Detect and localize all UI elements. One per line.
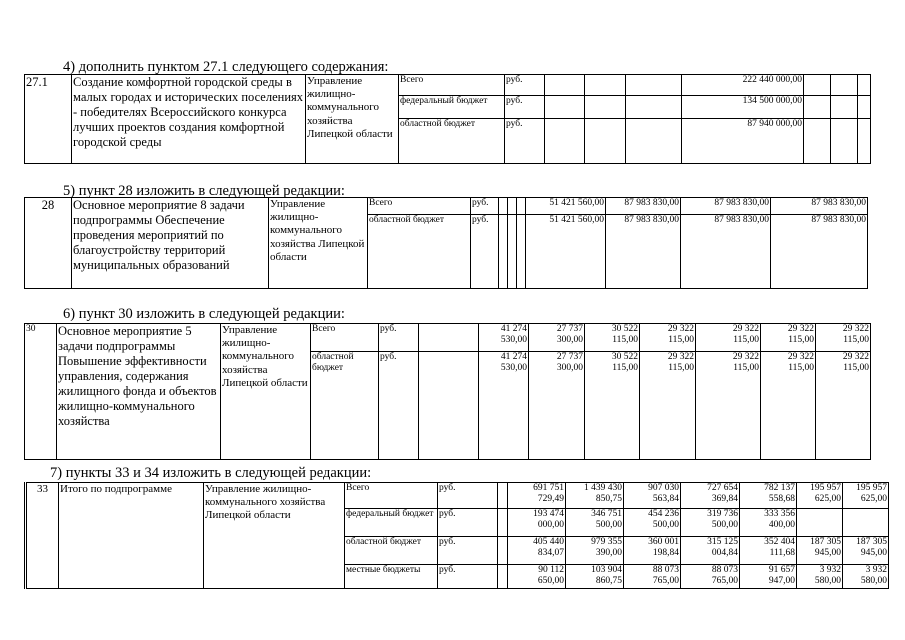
amount: 103 904 860,75	[566, 565, 624, 589]
event-title: Итого по подпрограмме	[59, 483, 204, 589]
amount: 87 983 830,00	[771, 215, 868, 289]
row-number: 33	[26, 483, 59, 589]
unit: руб.	[438, 565, 498, 589]
amount: 29 322 115,00	[640, 352, 696, 460]
row-number: 28	[25, 198, 72, 289]
unit: руб.	[379, 324, 419, 352]
unit: руб.	[505, 96, 545, 119]
table-33	[24, 482, 889, 589]
amount: 907 030 563,84	[624, 483, 681, 509]
fund-source: федеральный бюджет	[345, 509, 438, 537]
amount: 30 522 115,00	[585, 352, 640, 460]
amount: 30 522 115,00	[585, 324, 640, 352]
amount: 41 274 530,00	[479, 324, 529, 352]
table-27-1	[24, 74, 871, 164]
fund-source: областной бюджет	[345, 537, 438, 565]
fund-source: Всего	[311, 324, 379, 352]
table-28	[24, 197, 868, 289]
section-6-heading: 6) пункт 30 изложить в следующей редакции:	[63, 306, 345, 322]
amount: 90 112 650,00	[508, 565, 566, 589]
fund-source: областной бюджет	[368, 215, 471, 289]
amount: 319 736 500,00	[681, 509, 740, 537]
unit: руб.	[438, 537, 498, 565]
amount: 91 657 947,00	[740, 565, 797, 589]
row-number: 27.1	[25, 75, 72, 164]
amount: 87 983 830,00	[771, 198, 868, 215]
amount: 315 125 004,84	[681, 537, 740, 565]
unit: руб.	[438, 509, 498, 537]
amount: 187 305 945,00	[843, 537, 889, 565]
amount: 87 983 830,00	[606, 215, 681, 289]
amount: 29 322 115,00	[761, 324, 816, 352]
executor: Управление жилищно-коммунального хозяйства Липецкой области	[204, 483, 345, 589]
amount: 29 322 115,00	[640, 324, 696, 352]
unit: руб.	[438, 483, 498, 509]
amount: 29 322 115,00	[761, 352, 816, 460]
row-number: 30	[25, 324, 57, 460]
amount: 87 983 830,00	[606, 198, 681, 215]
amount: 782 137 558,68	[740, 483, 797, 509]
unit: руб.	[379, 352, 419, 460]
amount	[843, 509, 889, 537]
unit: руб.	[471, 198, 499, 215]
amount: 27 737 300,00	[529, 352, 585, 460]
amount: 187 305 945,00	[797, 537, 843, 565]
amount: 1 439 430 850,75	[566, 483, 624, 509]
executor: Управление жилищно-коммунального хозяйства Липецкой области	[269, 198, 368, 289]
fund-source: Всего	[368, 198, 471, 215]
amount: 193 474 000,00	[508, 509, 566, 537]
fund-source: областной бюджет	[399, 119, 505, 164]
amount: 29 322 115,00	[816, 324, 871, 352]
amount: 51 421 560,00	[526, 198, 606, 215]
amount: 3 932 580,00	[843, 565, 889, 589]
fund-source: Всего	[399, 75, 505, 96]
amount: 3 932 580,00	[797, 565, 843, 589]
section-5-heading: 5) пункт 28 изложить в следующей редакции:	[63, 183, 345, 199]
table-30	[24, 323, 871, 460]
amount: 29 322 115,00	[696, 324, 761, 352]
amount: 360 001 198,84	[624, 537, 681, 565]
amount	[797, 509, 843, 537]
fund-source: местные бюджеты	[345, 565, 438, 589]
amount: 454 236 500,00	[624, 509, 681, 537]
amount: 195 957 625,00	[843, 483, 889, 509]
amount: 88 073 765,00	[624, 565, 681, 589]
amount: 29 322 115,00	[696, 352, 761, 460]
fund-source: Всего	[345, 483, 438, 509]
unit: руб.	[471, 215, 499, 289]
amount: 352 404 111,68	[740, 537, 797, 565]
executor: Управление жилищно-коммунального хозяйства Липецкой области	[221, 324, 311, 460]
amount: 27 737 300,00	[529, 324, 585, 352]
event-title: Основное мероприятие 8 задачи подпрограммы Обеспечение проведения мероприятий по благоустройству территорий муниципальных образований	[72, 198, 269, 289]
amount: 134 500 000,00	[682, 96, 804, 119]
amount: 87 983 830,00	[681, 198, 771, 215]
amount: 691 751 729,49	[508, 483, 566, 509]
amount: 222 440 000,00	[682, 75, 804, 96]
amount: 41 274 530,00	[479, 352, 529, 460]
executor: Управление жилищно-коммунального хозяйства Липецкой области	[306, 75, 399, 164]
amount: 979 355 390,00	[566, 537, 624, 565]
section-7-heading: 7) пункты 33 и 34 изложить в следующей редакции:	[50, 465, 372, 481]
event-title: Создание комфортной городской среды в малых городах и исторических поселениях - победителях Всероссийского конкурса лучших проектов создания комфортной городской среды	[72, 75, 306, 164]
amount: 333 356 400,00	[740, 509, 797, 537]
amount: 195 957 625,00	[797, 483, 843, 509]
amount: 87 940 000,00	[682, 119, 804, 164]
fund-source: федеральный бюджет	[399, 96, 505, 119]
fund-source: областной бюджет	[311, 352, 379, 460]
amount: 405 440 834,07	[508, 537, 566, 565]
unit: руб.	[505, 75, 545, 96]
amount: 51 421 560,00	[526, 215, 606, 289]
amount: 727 654 369,84	[681, 483, 740, 509]
amount: 29 322 115,00	[816, 352, 871, 460]
section-4-heading: 4) дополнить пунктом 27.1 следующего содержания:	[63, 59, 389, 75]
amount: 88 073 765,00	[681, 565, 740, 589]
event-title: Основное мероприятие 5 задачи подпрограммы Повышение эффективности управления, содержания жилищного фонда и объектов жилищно-коммунального хозяйства	[57, 324, 221, 460]
amount: 87 983 830,00	[681, 215, 771, 289]
unit: руб.	[505, 119, 545, 164]
amount: 346 751 500,00	[566, 509, 624, 537]
